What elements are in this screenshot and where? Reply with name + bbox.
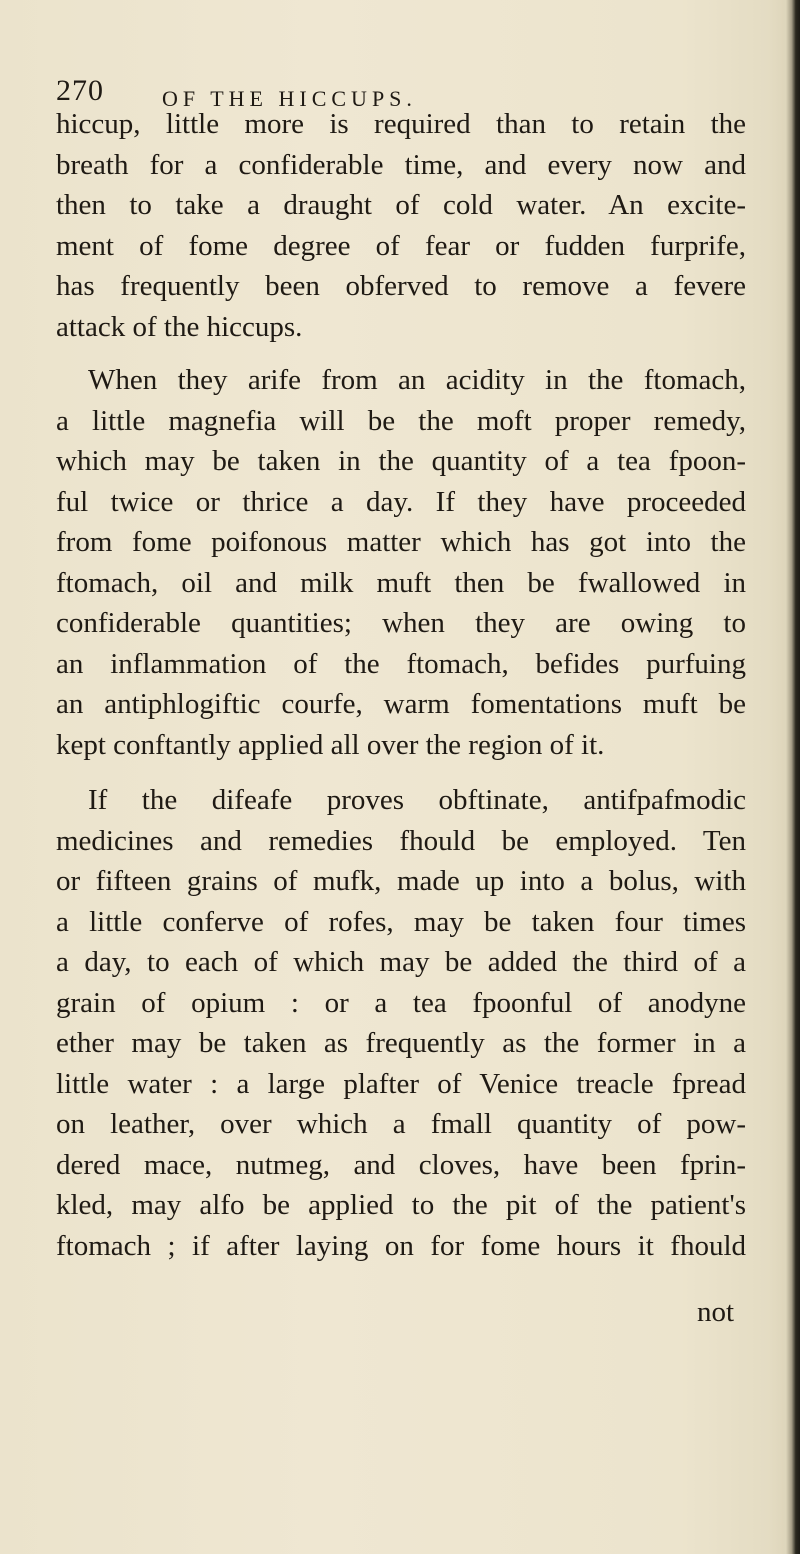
text-line: little water : a large plafter of Venice treacle fpread (56, 1067, 746, 1100)
text-line: a little magnefia will be the moft proper remedy, (56, 404, 746, 437)
text-line: ether may be taken as frequently as the former in a (56, 1027, 746, 1059)
text-line: a day, to each of which may be added the third of a (56, 946, 746, 978)
page-number: 270 (56, 74, 104, 107)
catchword: not (697, 1296, 735, 1328)
text-line: kept conftantly applied all over the region of it. (56, 728, 605, 761)
text-line: which may be taken in the quantity of a tea fpoon- (56, 445, 746, 477)
paragraph-2 (56, 360, 746, 765)
page-edge-shadow (786, 0, 800, 1554)
text-line: attack of the hiccups. (56, 310, 303, 343)
text-line: an inflammation of the ftomach, befides purfuing (56, 647, 746, 680)
text-line: breath for a confiderable time, and every now and (56, 148, 746, 181)
text-line: from fome poifonous matter which has got into the (56, 526, 746, 558)
text-line: grain of opium : or a tea fpoonful of anodyne (56, 986, 746, 1019)
text-line: on leather, over which a fmall quantity of pow- (56, 1108, 746, 1140)
text-line: medicines and remedies fhould be employed. Ten (56, 824, 746, 857)
text-line: kled, may alfo be applied to the pit of the patient's (56, 1189, 746, 1221)
text-line: dered mace, nutmeg, and cloves, have been fprin- (56, 1148, 746, 1181)
text-line: a little conferve of rofes, may be taken four times (56, 905, 746, 938)
text-line: confiderable quantities; when they are owing to (56, 607, 746, 639)
text-line: has frequently been obferved to remove a fevere (56, 270, 746, 302)
text-line: ful twice or thrice a day. If they have proceeded (56, 485, 746, 518)
text-line: ftomach ; if after laying on for fome hours it fhould (56, 1229, 746, 1262)
text-line: ment of fome degree of fear or fudden furprife, (56, 229, 746, 262)
text-line: or fifteen grains of mufk, made up into a bolus, with (56, 865, 746, 897)
text-line: If the difeafe proves obftinate, antifpafmodic (88, 784, 746, 816)
running-head: OF THE HICCUPS. (162, 86, 417, 111)
text-line: When they arife from an acidity in the ftomach, (88, 364, 746, 396)
paragraph-3 (56, 780, 746, 1266)
text-line: an antiphlogiftic courfe, warm fomentations muft be (56, 688, 746, 720)
paragraph-1 (56, 104, 746, 347)
text-line: hiccup, little more is required than to retain the (56, 108, 746, 140)
text-line: ftomach, oil and milk muft then be fwallowed in (56, 566, 746, 599)
text-line: then to take a draught of cold water. An excite- (56, 189, 746, 221)
